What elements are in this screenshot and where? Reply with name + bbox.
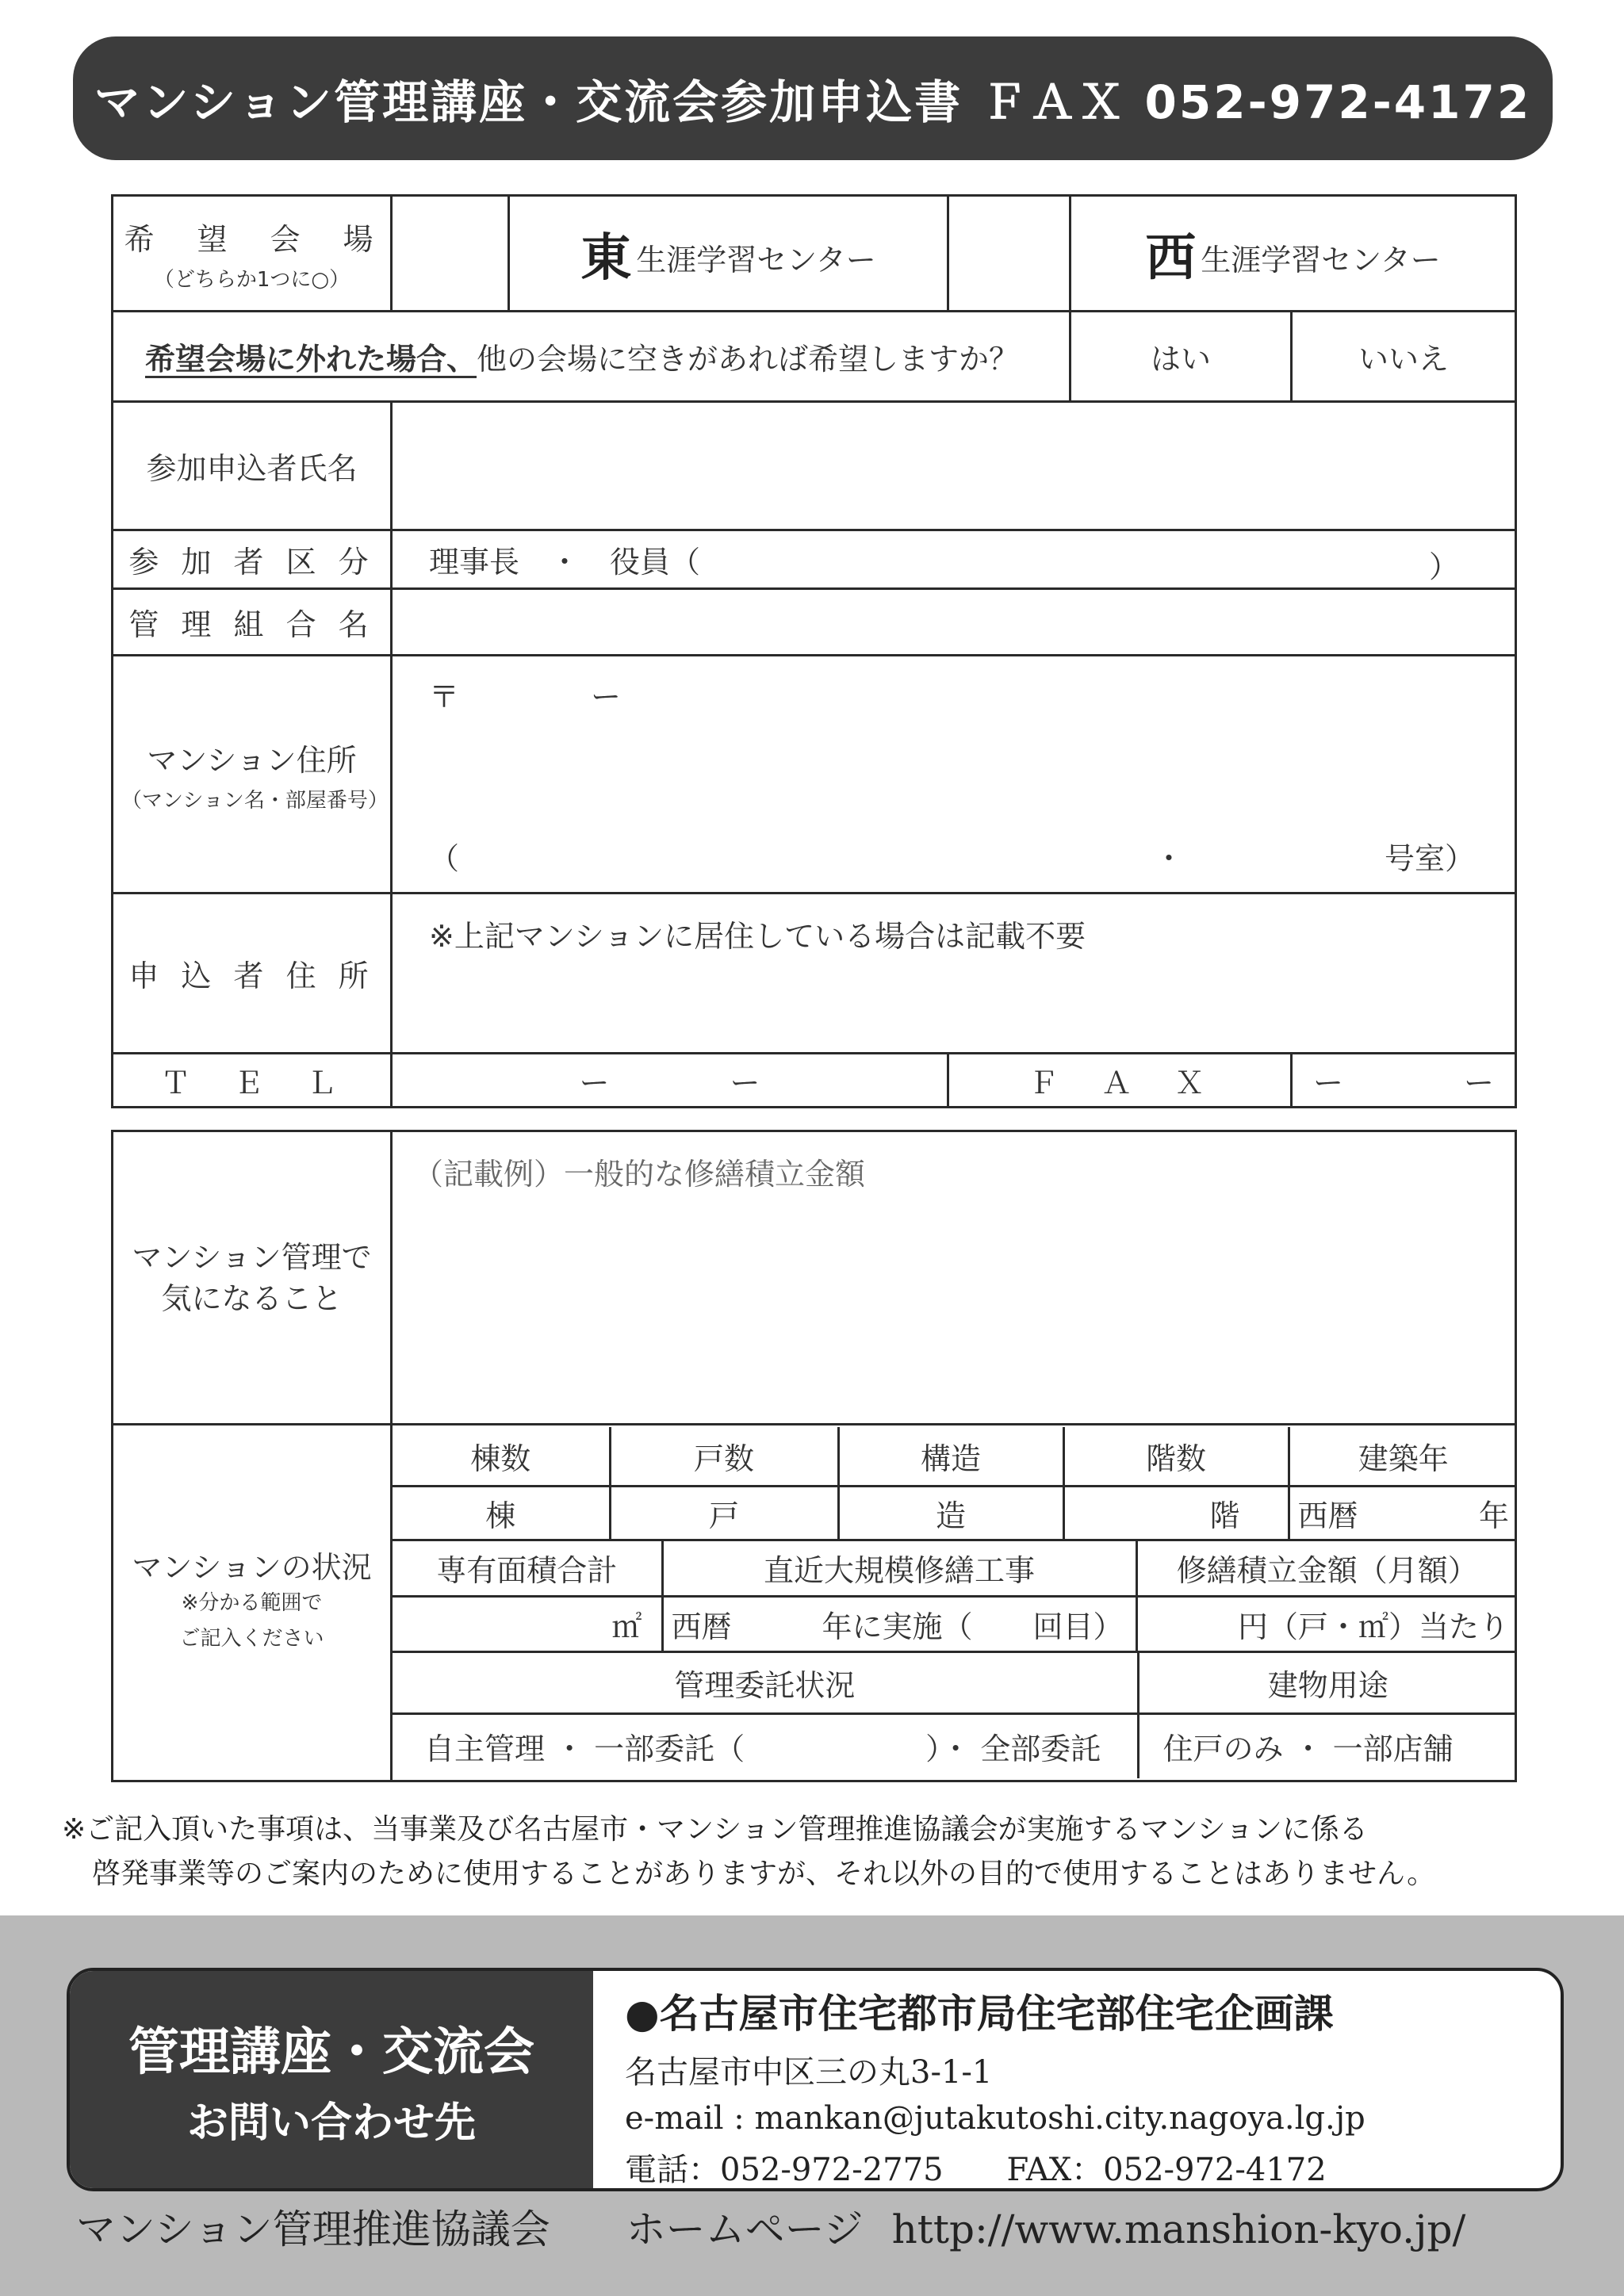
status-label: マンションの状況 ※分かる範囲で ご記入ください	[113, 1425, 392, 1781]
contact-fax: FAX：052-972-4172	[1006, 2152, 1327, 2188]
room-label: 号室）	[1385, 841, 1476, 876]
address-note: （マンション名・部屋番号）	[121, 788, 389, 813]
usage-options[interactable]: 住戸のみ ・ 一部店舗	[1138, 1713, 1517, 1778]
concerns-example: （記載例）一般的な修繕積立金額	[413, 1157, 866, 1192]
header-consign: 管理委託状況	[393, 1653, 1138, 1713]
built-year-prefix: 西暦	[1297, 1498, 1358, 1533]
council-name: マンション管理推進協議会	[76, 2206, 550, 2252]
privacy-notice-line1: ※ご記入頂いた事項は、当事業及び名古屋市・マンション管理推進協議会が実施するマンションに係る	[62, 1813, 1368, 1846]
west-venue-text: 生涯学習センター	[1201, 242, 1441, 277]
address-field[interactable]	[392, 656, 1516, 894]
homepage-label: ホームページ	[626, 2206, 864, 2252]
alternate-question-text: 他の会場に空きがあれば希望しますか？	[477, 342, 1020, 377]
units-field[interactable]: 戸	[610, 1486, 838, 1540]
privacy-notice	[62, 1808, 1568, 1896]
buildings-field[interactable]: 棟	[393, 1486, 610, 1540]
header-repair: 直近大規模修繕工事	[662, 1541, 1136, 1597]
header-structure: 構造	[838, 1427, 1063, 1486]
west-kanji: 西	[1145, 228, 1197, 288]
east-venue-text: 生涯学習センター	[636, 242, 876, 277]
address-dot: ・	[1154, 841, 1185, 876]
category-label: 参 加 者 区 分	[113, 530, 392, 589]
venue-note: （どちらか1つに○）	[153, 267, 350, 292]
status-grid-cell	[392, 1425, 1516, 1781]
privacy-notice-line2: 啓発事業等のご案内のために使用することがありますが、それ以外の目的で使用することはありません。	[92, 1858, 1436, 1890]
postal-mark: 〒	[429, 679, 460, 714]
contact-address: 名古屋市中区三の丸3-1-1	[625, 2054, 993, 2091]
category-close: ）	[1429, 549, 1460, 584]
address-label: マンション住所 （マンション名・部屋番号）	[113, 656, 392, 894]
built-year-suffix: 年	[1478, 1498, 1509, 1533]
alternate-row	[113, 312, 1516, 402]
fund-field[interactable]: 円（戸・㎡）当たり	[1136, 1597, 1517, 1652]
consign-options[interactable]: 自主管理 ・ 一部委託（ ）・ 全部委託	[393, 1713, 1138, 1778]
west-venue	[1071, 196, 1516, 312]
west-circle-cell[interactable]	[948, 196, 1071, 312]
header-built-year: 建築年	[1289, 1427, 1517, 1486]
repair-field[interactable]: 西暦 年に実施（ 回目）	[662, 1597, 1136, 1652]
tel-label: Ｔ Ｅ Ｌ	[113, 1054, 392, 1108]
contact-email[interactable]: e-mail : mankan@jutakutoshi.city.nagoya.lg.jp	[625, 2100, 1365, 2137]
category-field[interactable]	[392, 530, 1516, 589]
header-buildings: 棟数	[393, 1427, 610, 1486]
contact-phone-fax	[625, 2145, 1545, 2190]
built-year-field[interactable]	[1289, 1486, 1517, 1540]
tel-field[interactable]: ー ー	[392, 1054, 948, 1108]
association-label: 管 理 組 合 名	[113, 589, 392, 656]
status-grid-3	[393, 1653, 1517, 1778]
applicant-name-label: 参加申込者氏名	[113, 402, 392, 530]
east-kanji: 東	[580, 228, 632, 288]
header-usage: 建物用途	[1138, 1653, 1517, 1713]
structure-field[interactable]: 造	[838, 1486, 1063, 1540]
fax-label: Ｆ Ａ Ｘ	[948, 1054, 1292, 1108]
status-note1: ※分かる範囲で	[181, 1590, 323, 1615]
fax-field[interactable]: ー ー	[1292, 1054, 1516, 1108]
category-options: 理事長 ・ 役員（	[429, 545, 701, 580]
east-venue	[509, 196, 948, 312]
contact-title2: お問い合わせ先	[186, 2099, 476, 2147]
page-title: マンション管理講座・交流会参加申込書 ＦＡＸ 052-972-4172	[73, 36, 1553, 160]
contact-title1: 管理講座・交流会	[128, 2022, 534, 2082]
area-field[interactable]: ㎡	[393, 1597, 662, 1652]
contact-box	[67, 1968, 1564, 2191]
alternate-yes[interactable]: はい	[1071, 312, 1292, 402]
status-note2: ご記入ください	[179, 1626, 324, 1651]
contact-tel: 電話：052-972-2775	[625, 2152, 944, 2188]
header-units: 戸数	[610, 1427, 838, 1486]
building-status-table	[111, 1130, 1517, 1782]
applicant-address-note: ※上記マンションに居住している場合は記載不要	[429, 919, 1086, 954]
concerns-label: マンション管理で 気になること	[113, 1131, 392, 1425]
address-open-paren: （	[429, 841, 460, 876]
floors-field[interactable]: 階	[1063, 1486, 1289, 1540]
alternate-question	[113, 312, 1071, 402]
header-floors: 階数	[1063, 1427, 1289, 1486]
applicant-address-label: 申 込 者 住 所	[113, 894, 392, 1054]
east-circle-cell[interactable]	[392, 196, 509, 312]
applicant-address-field[interactable]	[392, 894, 1516, 1054]
contact-heading	[70, 1971, 593, 2188]
association-field[interactable]	[392, 589, 1516, 656]
alternate-no[interactable]: いいえ	[1292, 312, 1516, 402]
footer-line	[76, 2198, 1465, 2255]
alternate-emphasis: 希望会場に外れた場合、	[145, 342, 477, 377]
venue-row	[113, 196, 1516, 312]
venue-label: 希 望 会 場 （どちらか1つに○）	[113, 196, 392, 312]
homepage-link[interactable]: http://www.manshion-kyo.jp/	[891, 2206, 1466, 2252]
postal-dash: ー	[591, 679, 622, 714]
concerns-field[interactable]	[392, 1131, 1516, 1425]
contact-details	[625, 1982, 1545, 2190]
applicant-name-field[interactable]	[392, 402, 1516, 530]
status-grid	[393, 1427, 1517, 1541]
contact-org: ●名古屋市住宅都市局住宅部住宅企画課	[625, 1991, 1334, 2037]
status-grid-2	[393, 1541, 1517, 1654]
header-fund: 修繕積立金額（月額）	[1136, 1541, 1517, 1597]
header-area: 専有面積合計	[393, 1541, 662, 1597]
application-form-table	[111, 194, 1517, 1108]
